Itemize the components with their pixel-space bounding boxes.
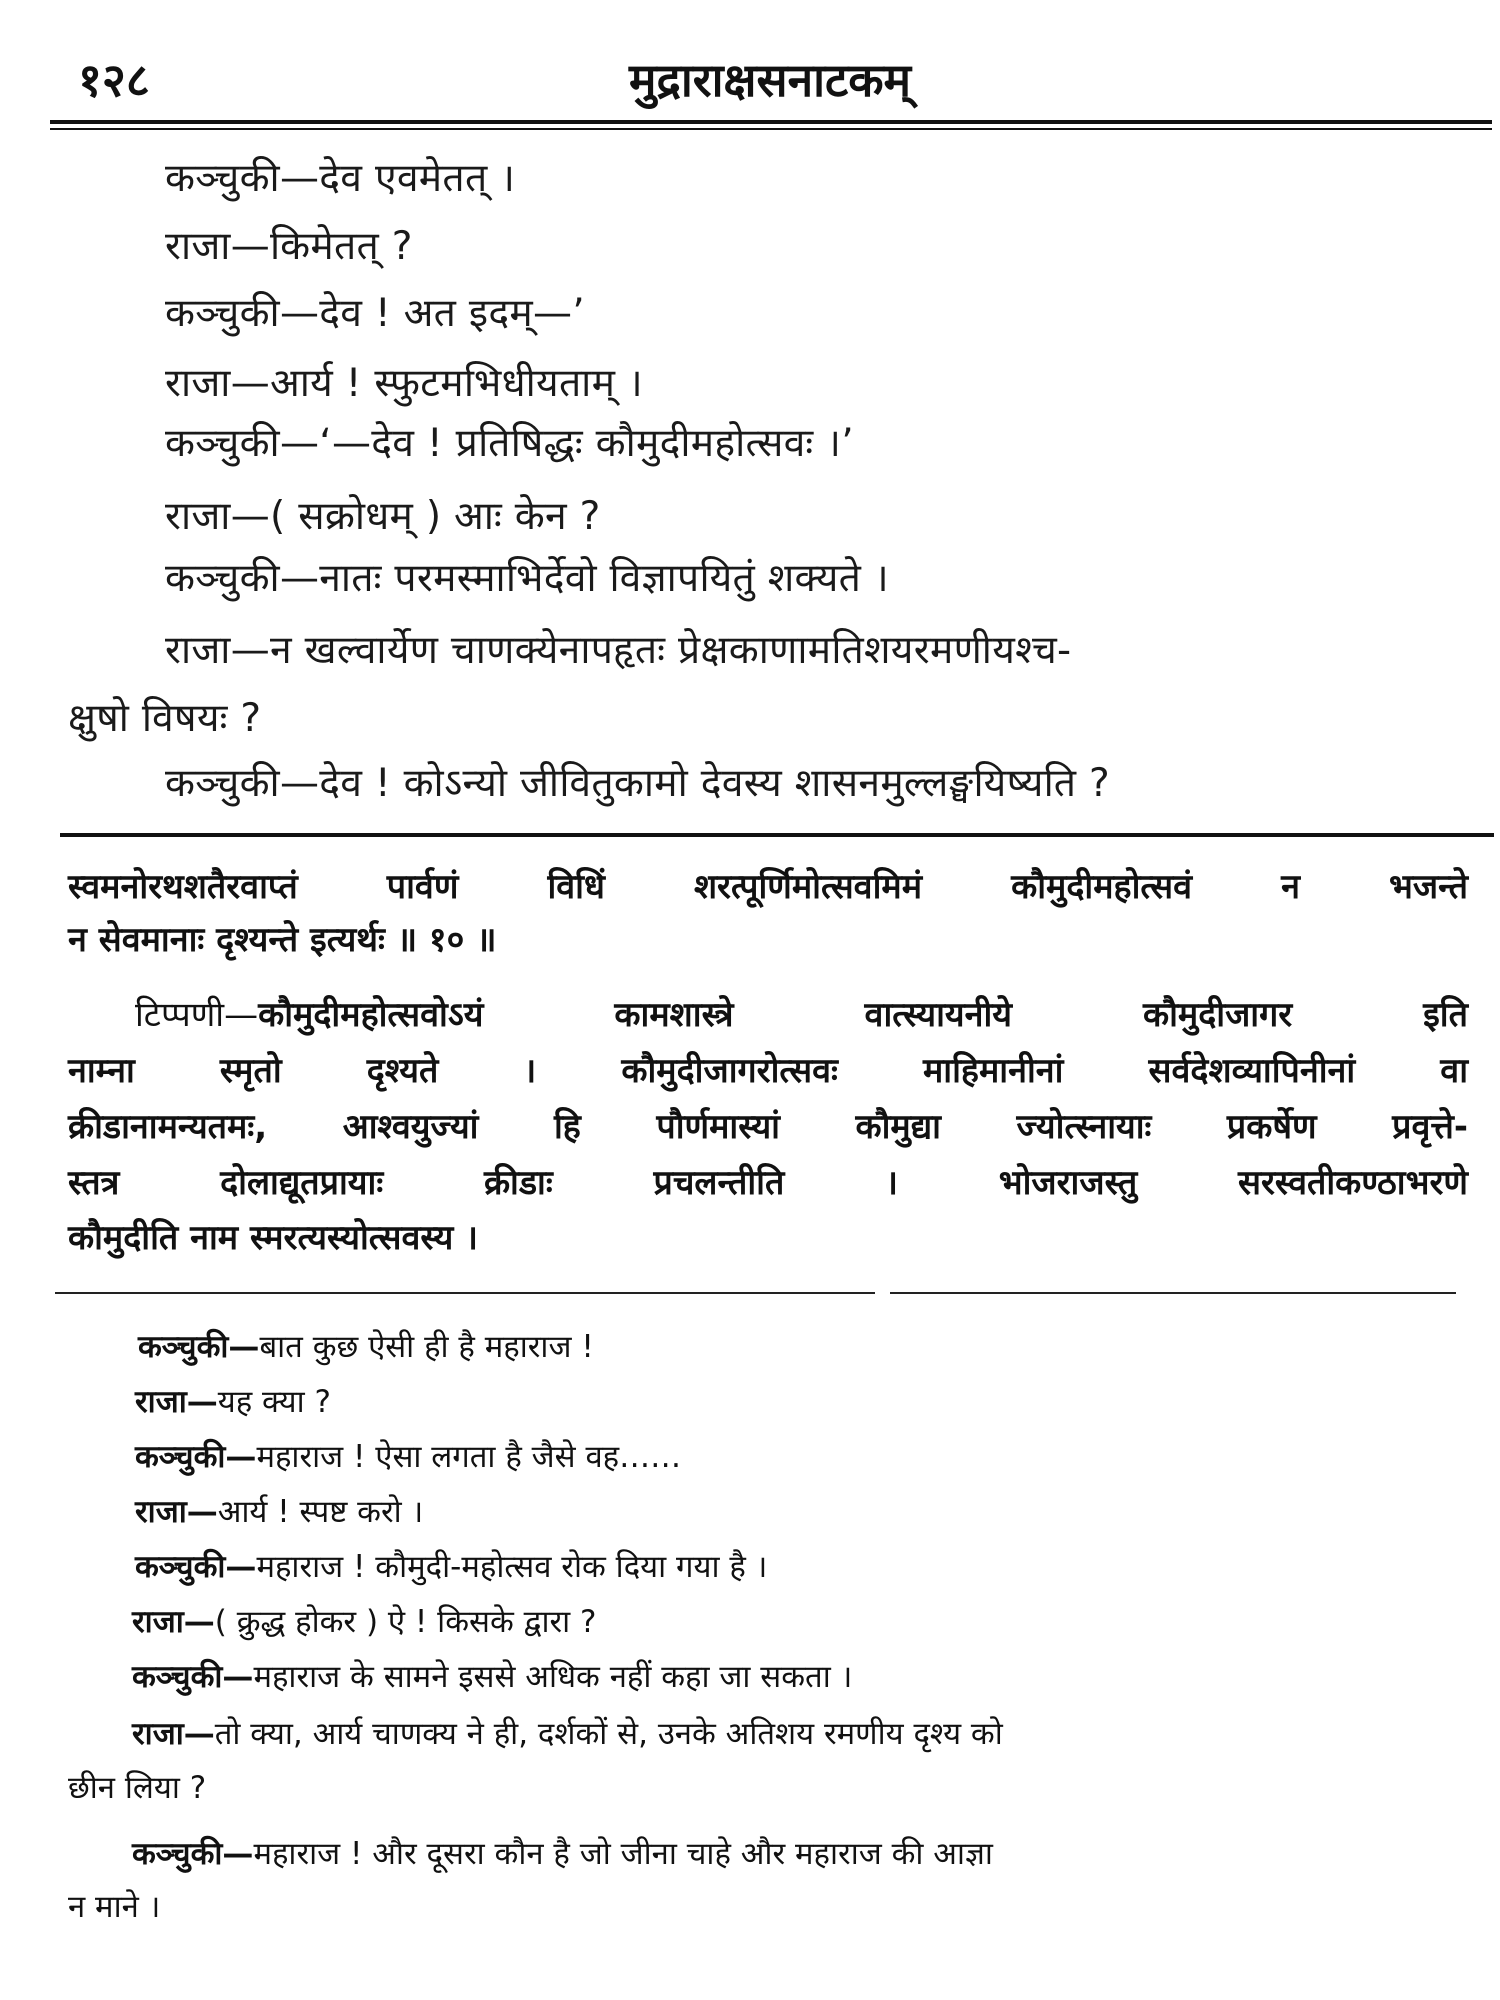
translation-text: महाराज ! और दूसरा कौन है जो जीना चाहे और महाराज की आज्ञा: [253, 1836, 993, 1872]
speaker-name: राजा—: [165, 628, 270, 673]
translation-line: [132, 1600, 597, 1642]
dialogue-text: न खल्वार्येण चाणक्येनापहृतः प्रेक्षकाणामतिशयरमणीयश्च-: [270, 628, 1072, 673]
tippani-line: स्तत्र दोलाद्यूतप्रायाः क्रीडाः प्रचलन्तीति । भोजराजस्तु सरस्वतीकण्ठाभरणे: [68, 1163, 1468, 1203]
translation-text: तो क्या, आर्य चाणक्य ने ही, दर्शकों से, उनके अतिशय रमणीय दृश्य को: [214, 1716, 1003, 1752]
translation-text: महाराज ! ऐसा लगता है जैसे वह……: [256, 1439, 682, 1475]
speaker-name: कञ्चुकी—: [165, 291, 320, 336]
translation-line: [68, 1766, 206, 1808]
tippani-line: नाम्ना स्मृतो दृश्यते । कौमुदीजागरोत्सवः माहिमानीनां सर्वदेशव्यापिनीनां वा: [68, 1051, 1468, 1091]
speaker-name: कञ्चुकी—: [135, 1549, 257, 1585]
dialogue-line: [165, 285, 585, 338]
translation-text: ( क्रुद्ध होकर ) ऐ ! किसके द्वारा ?: [214, 1604, 597, 1640]
speaker-name: राजा—: [165, 361, 270, 406]
footnote-rule-left: [55, 1292, 875, 1294]
dialogue-line: [165, 150, 515, 203]
dialogue-line: [165, 218, 413, 271]
speaker-name: राजा—: [135, 1384, 218, 1420]
dialogue-text: देव एवमेतत् ।: [319, 156, 516, 201]
translation-text: बात कुछ ऐसी ही है महाराज !: [259, 1329, 594, 1365]
translation-line: [132, 1832, 993, 1874]
dialogue-line: [165, 488, 601, 541]
speaker-name: कञ्चुकी—: [132, 1836, 254, 1872]
dialogue-text: देव ! अत इदम्—’: [319, 291, 585, 336]
running-title: मुद्राराक्षसनाटकम्: [628, 53, 912, 107]
speaker-name: कञ्चुकी—: [165, 556, 320, 601]
header-rule: [50, 120, 1492, 130]
translation-text: महाराज के सामने इससे अधिक नहीं कहा जा सकता ।: [253, 1659, 853, 1695]
speaker-name: कञ्चुकी—: [138, 1329, 260, 1365]
translation-line: [135, 1380, 331, 1422]
tippani-line: कौमुदीति नाम स्मरत्यस्योत्सवस्य ।: [68, 1218, 479, 1258]
page-header: [50, 50, 1490, 110]
speaker-name: राजा—: [132, 1716, 215, 1752]
dialogue-text: नातः परमस्माभिर्देवो विज्ञापयितुं शक्यते ।: [319, 556, 889, 601]
dialogue-line: [165, 355, 643, 408]
section-rule: [60, 833, 1494, 837]
speaker-name: कञ्चुकी—: [165, 156, 320, 201]
translation-line: [135, 1545, 767, 1587]
speaker-name: राजा—: [135, 1494, 218, 1530]
dialogue-line: [165, 550, 889, 603]
dialogue-text: ‘—देव ! प्रतिषिद्धः कौमुदीमहोत्सवः ।’: [319, 421, 854, 466]
dialogue-text: देव ! कोऽन्यो जीवितुकामो देवस्य शासनमुल्लङ्घयिष्यति ?: [319, 761, 1110, 806]
tippani-label: टिप्पणी—: [135, 995, 259, 1035]
tippani-text: कौमुदीमहोत्सवोऽयं कामशास्त्रे वात्स्यायनीये कौमुदीजागर इति: [258, 995, 1468, 1035]
translation-text: छीन लिया ?: [68, 1770, 207, 1806]
gloss-line: न सेवमानाः दृश्यन्ते इत्यर्थः ॥ १० ॥: [68, 920, 497, 960]
translation-text: महाराज ! कौमुदी-महोत्सव रोक दिया गया है ।: [256, 1549, 768, 1585]
footnote-rule-right: [890, 1292, 1456, 1294]
dialogue-text: आर्य ! स्फुटमभिधीयताम् ।: [270, 361, 643, 406]
dialogue-line: [165, 755, 1110, 808]
translation-line: [135, 1435, 681, 1477]
speaker-name: राजा—: [165, 224, 270, 269]
dialogue-text: ( सक्रोधम् ) आः केन ?: [270, 494, 601, 539]
dialogue-line: [165, 622, 1071, 675]
translation-line: [132, 1712, 1003, 1754]
speaker-name: राजा—: [132, 1604, 215, 1640]
translation-text: यह क्या ?: [217, 1384, 331, 1420]
translation-line: [68, 1885, 160, 1927]
translation-line: [132, 1655, 852, 1697]
dialogue-text: किमेतत् ?: [270, 224, 413, 269]
speaker-name: कञ्चुकी—: [135, 1439, 257, 1475]
speaker-name: कञ्चुकी—: [165, 761, 320, 806]
translation-text: आर्य ! स्पष्ट करो ।: [217, 1494, 424, 1530]
dialogue-line: [68, 690, 261, 743]
gloss-line: स्वमनोरथशतैरवाप्तं पार्वणं विधिं शरत्पूर्णिमोत्सवमिमं कौमुदीमहोत्सवं न भजन्ते: [68, 867, 1468, 907]
translation-line: [135, 1490, 423, 1532]
translation-text: न माने ।: [68, 1889, 161, 1925]
tippani-line: [135, 990, 1468, 1036]
dialogue-line: [165, 415, 854, 468]
tippani-line: क्रीडानामन्यतमः, आश्वयुज्यां हि पौर्णमास्यां कौमुद्या ज्योत्स्नायाः प्रकर्षेण प्रवृत्ते-: [68, 1107, 1468, 1147]
speaker-name: कञ्चुकी—: [132, 1659, 254, 1695]
speaker-name: कञ्चुकी—: [165, 421, 320, 466]
page-number: १२८: [78, 53, 150, 107]
speaker-name: राजा—: [165, 494, 270, 539]
dialogue-text: क्षुषो विषयः ?: [68, 696, 262, 741]
translation-line: [138, 1325, 594, 1367]
